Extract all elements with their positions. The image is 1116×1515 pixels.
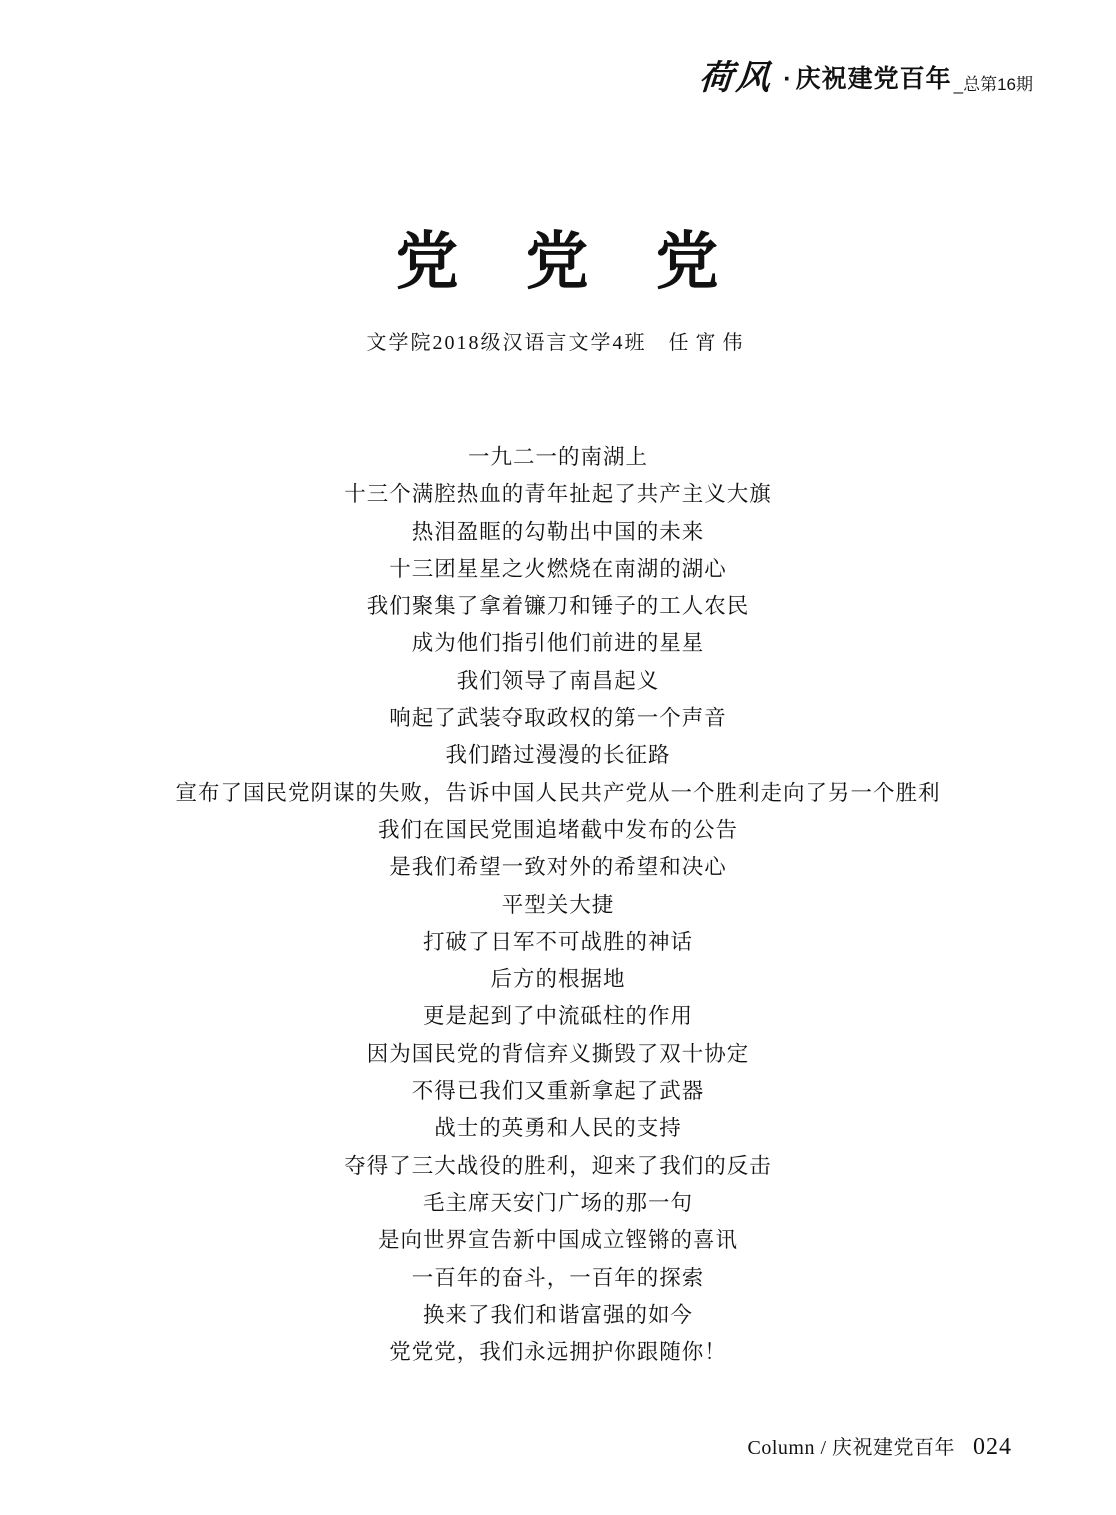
header-issue-number: _总第16期 <box>953 74 1033 94</box>
header-dot-separator: · <box>783 64 792 93</box>
page-footer <box>747 1431 1012 1461</box>
poem-line: 我们在国民党围追堵截中发布的公告 <box>377 817 738 842</box>
poem-title: 党 党 党 <box>395 227 721 297</box>
poem-line: 后方的根据地 <box>490 967 626 992</box>
byline-class: 文学院2018级汉语言文学4班 <box>366 332 647 354</box>
poem-line: 我们领导了南昌起义 <box>456 668 660 693</box>
poem-line: 热泪盈眶的勾勒出中国的未来 <box>411 519 705 544</box>
poem-line: 响起了武装夺取政权的第一个声音 <box>389 706 727 731</box>
poem-line: 成为他们指引他们前进的星星 <box>411 631 705 656</box>
poem-line: 打破了日军不可战胜的神话 <box>422 929 693 954</box>
footer-column-label: Column / 庆祝建党百年 <box>747 1437 955 1459</box>
poem-line: 十三团星星之火燃烧在南湖的湖心 <box>389 556 727 581</box>
poem-line: 是我们希望一致对外的希望和决心 <box>389 855 727 880</box>
poem-line: 我们聚集了拿着镰刀和锤子的工人农民 <box>366 594 750 619</box>
poem-line: 是向世界宣告新中国成立铿锵的喜讯 <box>377 1228 738 1253</box>
poem-line: 战士的英勇和人民的支持 <box>434 1116 682 1141</box>
header-issue-theme: 庆祝建党百年 <box>795 64 952 93</box>
byline-author-name: 任宵伟 <box>668 332 750 354</box>
poem-line: 毛主席天安门广场的那一句 <box>422 1190 693 1215</box>
magazine-header <box>699 62 1033 96</box>
poem-line: 更是起到了中流砥柱的作用 <box>422 1004 693 1029</box>
page-number: 024 <box>973 1434 1012 1460</box>
poem-line: 夺得了三大战役的胜利，迎来了我们的反击 <box>344 1153 772 1178</box>
poem-body <box>0 439 1116 1371</box>
poem-line: 换来了我们和谐富强的如今 <box>422 1302 693 1327</box>
poem-line: 因为国民党的背信弃义撕毁了双十协定 <box>366 1041 750 1066</box>
poem-line: 一九二一的南湖上 <box>467 445 648 469</box>
poem-line: 不得已我们又重新拿起了武器 <box>411 1079 705 1104</box>
poem-line: 党党党，我们永远拥护你跟随你！ <box>389 1340 727 1365</box>
poem-line: 一百年的奋斗，一百年的探索 <box>411 1265 705 1290</box>
poem-line: 我们踏过漫漫的长征路 <box>445 743 671 768</box>
poem-line: 宣布了国民党阴谋的失败，告诉中国人民共产党从一个胜利走向了另一个胜利 <box>175 780 941 805</box>
poem-line: 平型关大捷 <box>501 892 615 917</box>
poem-line: 十三个满腔热血的青年扯起了共产主义大旗 <box>344 482 772 507</box>
magazine-logo: 荷风 <box>698 60 775 97</box>
byline <box>0 329 1116 357</box>
